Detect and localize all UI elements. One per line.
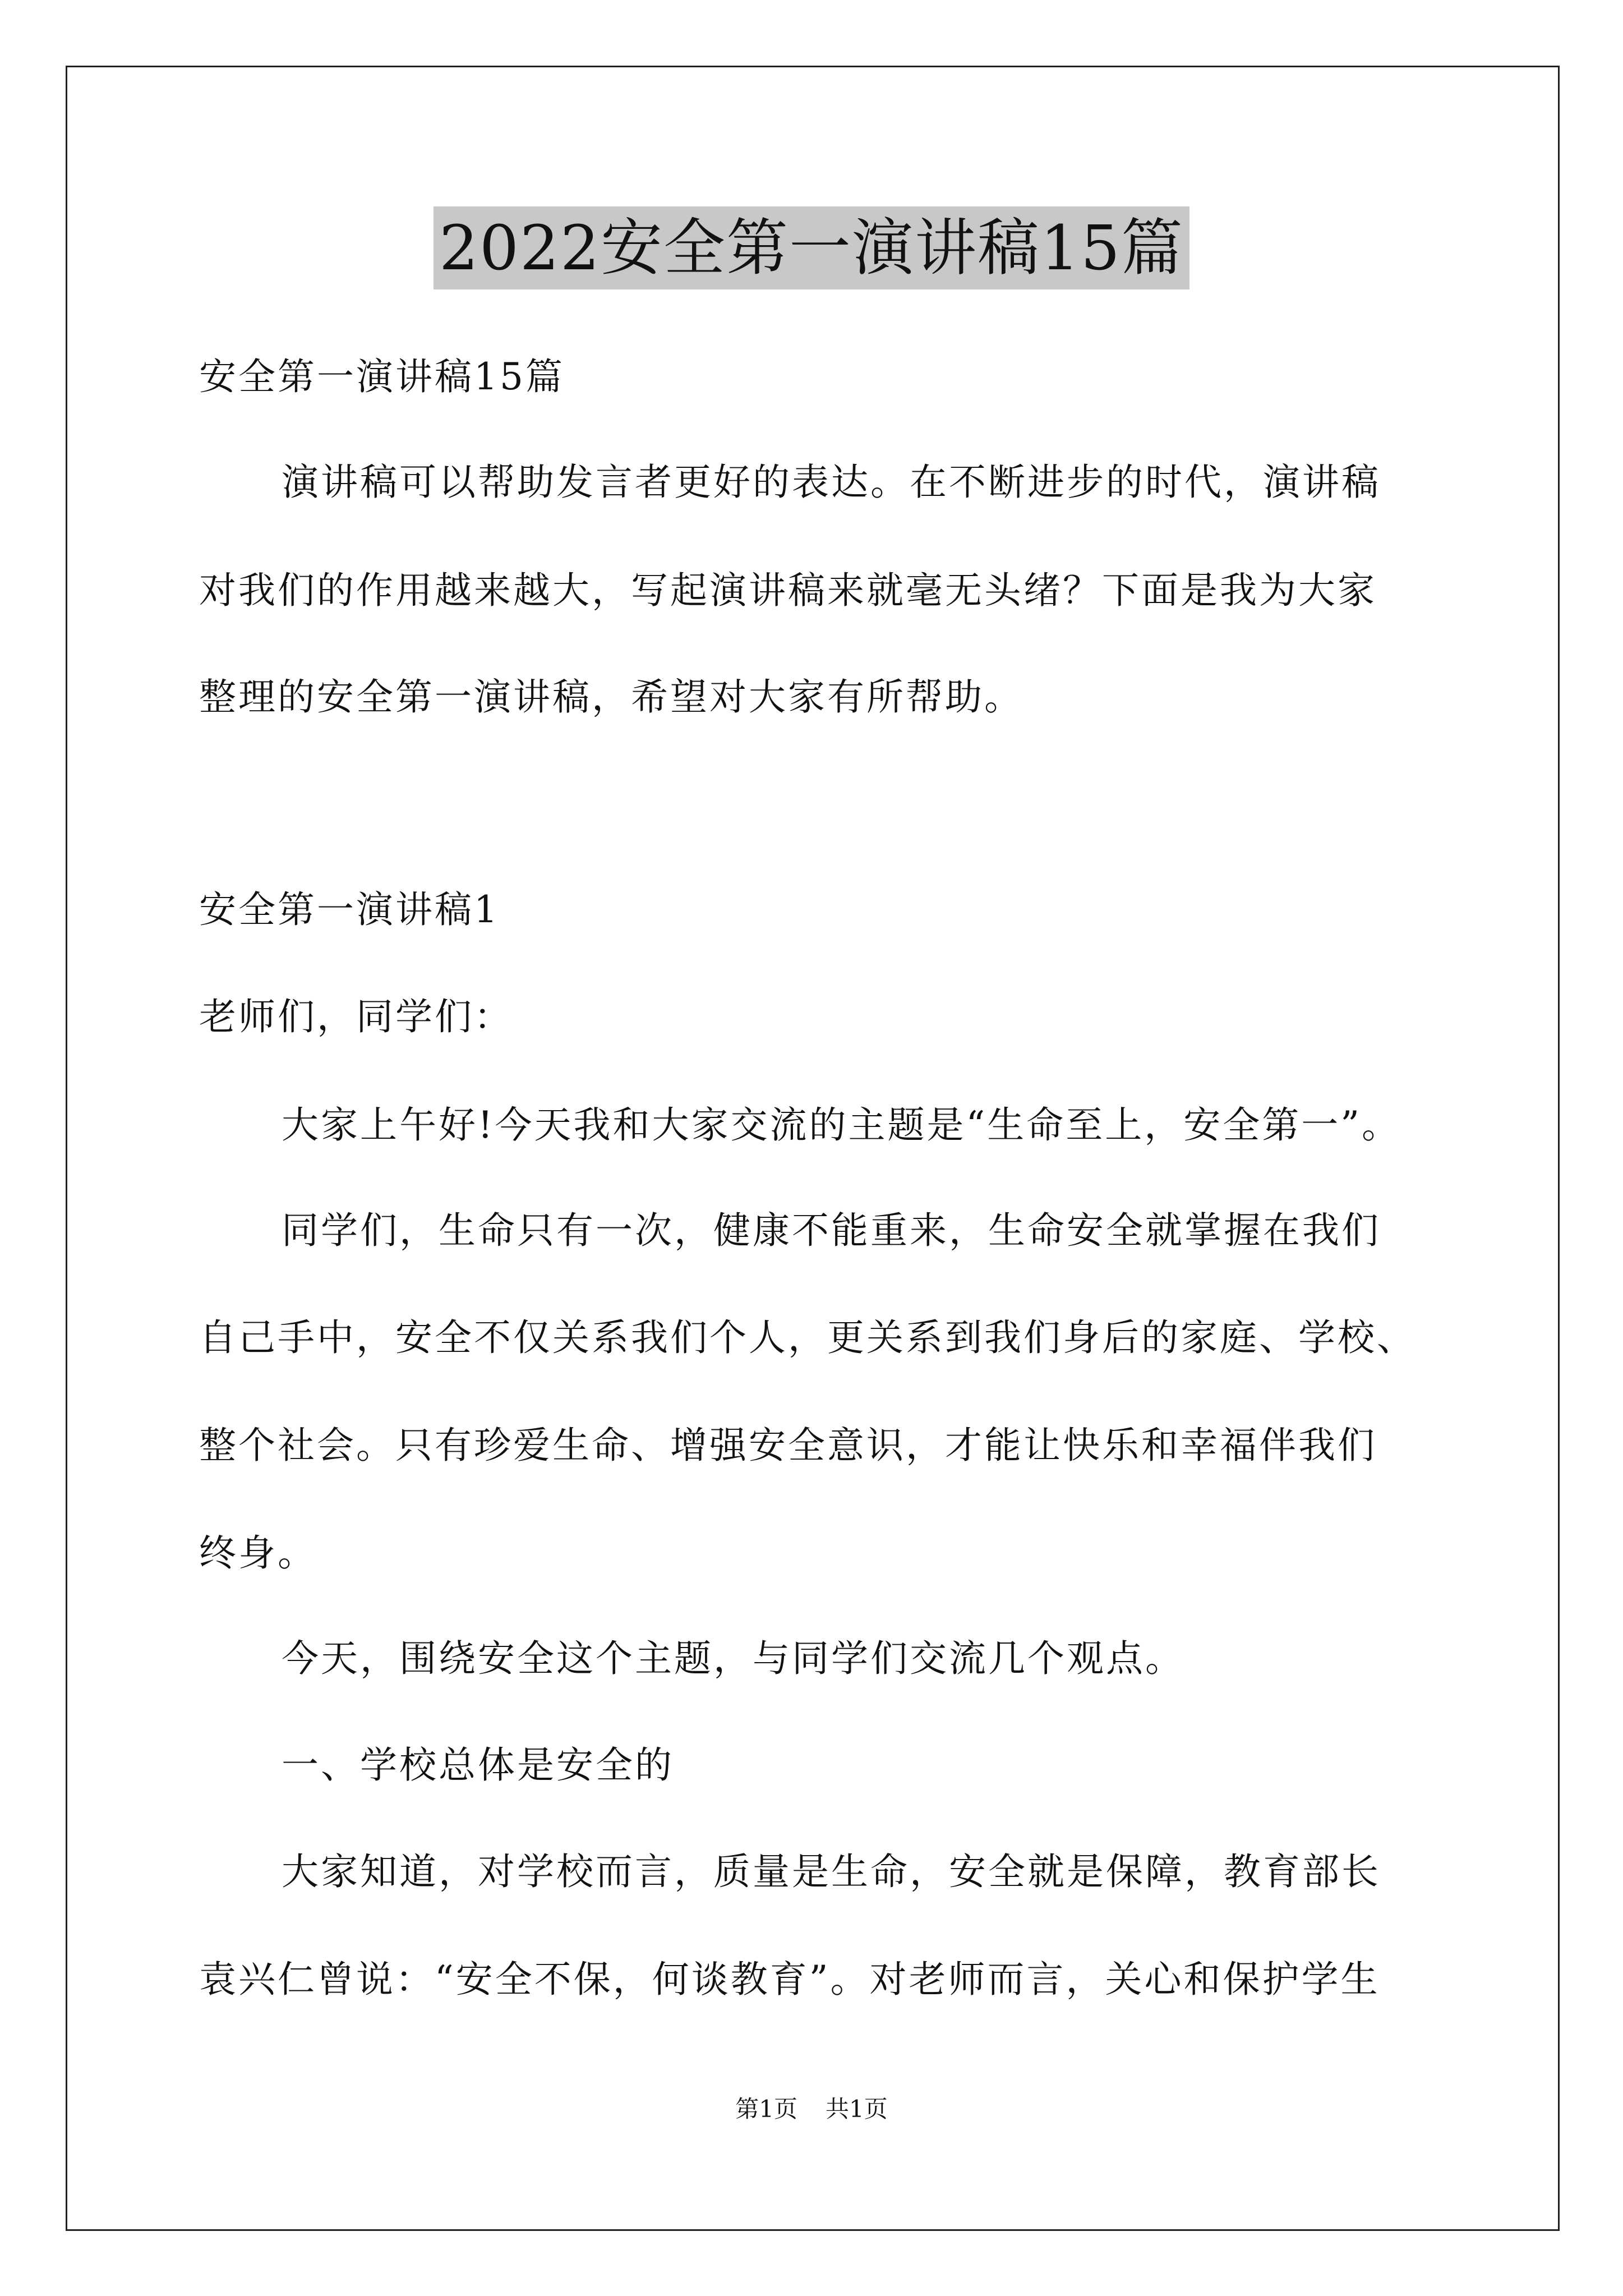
paragraph-line: 同学们，生命只有一次，健康不能重来，生命安全就掌握在我们 [282, 1209, 1381, 1252]
paragraph-line: 袁兴仁曾说：“安全不保，何谈教育”。对老师而言，关心和保护学生 [199, 1958, 1380, 2001]
page-footer [0, 2095, 1623, 2123]
paragraph-line: 整个社会。只有珍爱生命、增强安全意识，才能让快乐和幸福伴我们 [199, 1424, 1377, 1467]
paragraph-line: 今天，围绕安全这个主题，与同学们交流几个观点。 [282, 1637, 1184, 1680]
subtitle-line: 安全第一演讲稿15篇 [199, 355, 565, 398]
paragraph-line: 自己手中，安全不仅关系我们个人，更关系到我们身后的家庭、学校、 [199, 1316, 1416, 1359]
paragraph-line: 对我们的作用越来越大，写起演讲稿来就毫无头绪？下面是我为大家 [199, 569, 1377, 612]
paragraph-line: 一、学校总体是安全的 [282, 1743, 674, 1787]
paragraph-line: 整理的安全第一演讲稿，希望对大家有所帮助。 [199, 675, 1023, 719]
paragraph-line: 老师们，同学们： [199, 995, 513, 1038]
paragraph-line: 大家知道，对学校而言，质量是生命，安全就是保障，教育部长 [282, 1850, 1381, 1893]
document-title: 2022安全第一演讲稿15篇 [434, 206, 1189, 289]
page-number: 第1页 [735, 2095, 797, 2123]
paragraph-line: 终身。 [199, 1531, 317, 1575]
page-total: 共1页 [826, 2095, 888, 2123]
section-heading: 安全第一演讲稿1 [199, 888, 500, 931]
paragraph-line: 演讲稿可以帮助发言者更好的表达。在不断进步的时代，演讲稿 [282, 461, 1381, 504]
paragraph-line: 大家上午好!今天我和大家交流的主题是“生命至上，安全第一”。 [282, 1103, 1401, 1147]
title-container [0, 206, 1623, 289]
